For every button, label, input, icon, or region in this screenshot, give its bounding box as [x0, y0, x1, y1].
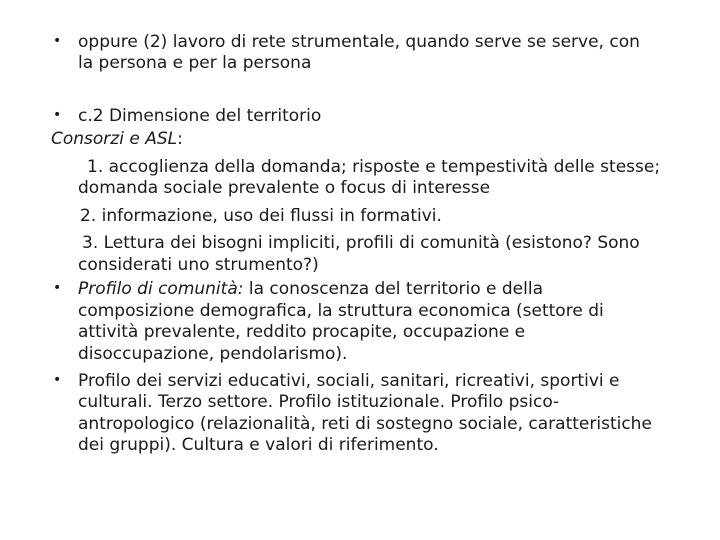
bullet-item-4: •	[53, 372, 62, 388]
item-3-line-3: attività prevalente, reddito procapite, occupazione e	[78, 322, 526, 342]
item-3-line-2: composizione demografica, la struttura economica (settore di	[78, 301, 604, 321]
item-3-line-4: disoccupazione, pendolarismo).	[78, 344, 348, 364]
item-2-subheading	[51, 129, 183, 150]
point-3-line-1: 3. Lettura dei bisogni impliciti, profili di comunità (esistono? Sono	[82, 233, 640, 253]
item-2-subheading-italic: Consorzi e ASL	[51, 129, 178, 149]
item-3-line-1	[78, 279, 543, 300]
item-2-subheading-colon: :	[177, 129, 183, 149]
item-4-line-1: Profilo dei servizi educativi, sociali, sanitari, ricreativi, sportivi e	[78, 371, 620, 391]
bullet-item-1: •	[53, 33, 62, 49]
point-1-line-1: 1. accoglienza della domanda; risposte e tempestività delle stesse;	[87, 157, 661, 177]
point-2: 2. informazione, uso dei flussi in formativi.	[80, 206, 442, 226]
point-1-line-2: domanda sociale prevalente o focus di interesse	[78, 178, 491, 198]
item-1-line-2: la persona e per la persona	[78, 53, 312, 73]
item-2-heading: c.2 Dimensione del territorio	[78, 106, 322, 126]
item-4-line-3: antropologico (relazionalità, reti di sostegno sociale, caratteristiche	[78, 414, 652, 434]
item-4-line-2: culturali. Terzo settore. Profilo istituzionale. Profilo psico-	[78, 392, 560, 412]
bullet-item-2: •	[53, 107, 62, 123]
item-3-italic-prefix: Profilo di comunità:	[78, 279, 244, 299]
point-3-line-2: considerati uno strumento?)	[78, 255, 319, 275]
item-3-line-1-rest: la conoscenza del territorio e della	[243, 279, 543, 299]
item-4-line-4: dei gruppi). Cultura e valori di riferimento.	[78, 435, 439, 455]
item-1-line-1: oppure (2) lavoro di rete strumentale, quando serve se serve, con	[78, 32, 640, 52]
bullet-item-3: •	[53, 280, 62, 296]
